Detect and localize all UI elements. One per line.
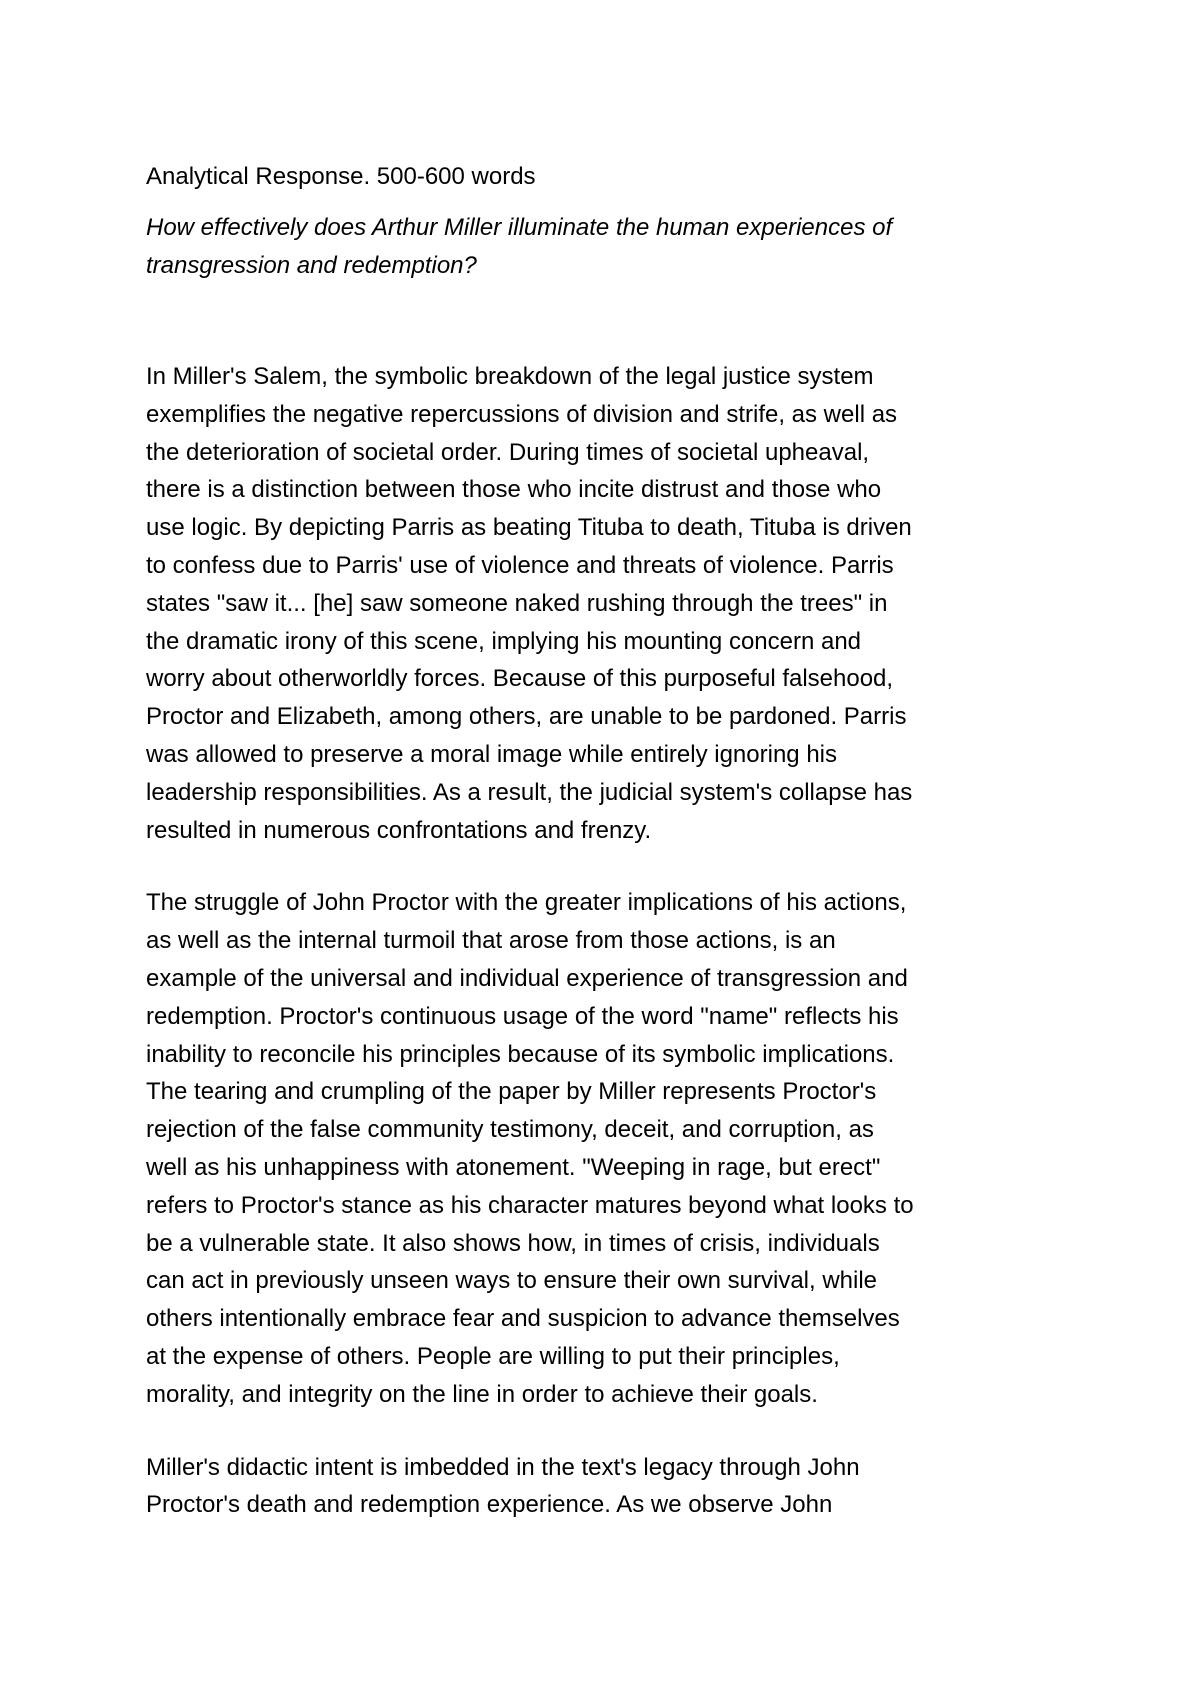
prompt-line: How effectively does Arthur Miller illuminate the human experiences of	[146, 214, 893, 241]
paragraph-line: Miller's didactic intent is imbedded in the text's legacy through John	[146, 1453, 860, 1481]
paragraph-line: others intentionally embrace fear and suspicion to advance themselves	[146, 1305, 900, 1333]
paragraph-line: morality, and integrity on the line in order to achieve their goals.	[146, 1380, 818, 1408]
paragraph-line: be a vulnerable state. It also shows how, in times of crisis, individuals	[146, 1229, 880, 1257]
paragraph-line: exemplifies the negative repercussions of division and strife, as well as	[146, 400, 898, 428]
paragraph-line: use logic. By depicting Parris as beating Tituba to death, Tituba is driven	[146, 514, 912, 542]
document-body	[146, 157, 1076, 1524]
paragraph-line: In Miller's Salem, the symbolic breakdown of the legal justice system	[146, 363, 874, 390]
essay-prompt	[146, 209, 1076, 285]
document-heading: Analytical Response. 500-600 words	[146, 163, 536, 190]
paragraph-line: refers to Proctor's stance as his character matures beyond what looks to	[146, 1191, 914, 1219]
paragraph-line: the deterioration of societal order. During times of societal upheaval,	[146, 438, 870, 466]
paragraph-line: Proctor's death and redemption experience. As we observe John	[146, 1491, 833, 1519]
paragraph-line: redemption. Proctor's continuous usage of the word "name" reflects his	[146, 1002, 899, 1030]
paragraph-line: well as his unhappiness with atonement. "Weeping in rage, but erect"	[146, 1153, 881, 1181]
paragraph-line: was allowed to preserve a moral image while entirely ignoring his	[146, 740, 837, 768]
paragraph-line: example of the universal and individual experience of transgression and	[146, 964, 908, 992]
paragraph-line: Proctor and Elizabeth, among others, are unable to be pardoned. Parris	[146, 703, 907, 731]
paragraph-3	[146, 1449, 1076, 1525]
paragraph-line: resulted in numerous confrontations and frenzy.	[146, 816, 652, 844]
paragraph-line: as well as the internal turmoil that arose from those actions, is an	[146, 927, 836, 955]
paragraph-line: there is a distinction between those who incite distrust and those who	[146, 476, 882, 504]
paragraph-line: inability to reconcile his principles because of its symbolic implications.	[146, 1040, 895, 1068]
prompt-line: transgression and redemption?	[146, 252, 477, 279]
paragraph-1	[146, 358, 1076, 849]
paragraph-line: at the expense of others. People are willing to put their principles,	[146, 1342, 840, 1370]
paragraph-line: The struggle of John Proctor with the greater implications of his actions,	[146, 889, 907, 917]
paragraph-line: The tearing and crumpling of the paper by Miller represents Proctor's	[146, 1078, 877, 1106]
paragraph-line: leadership responsibilities. As a result, the judicial system's collapse has	[146, 778, 913, 806]
paragraph-2	[146, 884, 1076, 1413]
paragraph-line: can act in previously unseen ways to ensure their own survival, while	[146, 1267, 878, 1295]
paragraph-line: worry about otherworldly forces. Because of this purposeful falsehood,	[146, 665, 894, 693]
paragraph-line: the dramatic irony of this scene, implying his mounting concern and	[146, 627, 862, 655]
paragraph-line: to confess due to Parris' use of violence and threats of violence. Parris	[146, 551, 894, 579]
paragraph-line: rejection of the false community testimony, deceit, and corruption, as	[146, 1116, 874, 1144]
paragraph-line: states "saw it... [he] saw someone naked rushing through the trees" in	[146, 589, 888, 617]
